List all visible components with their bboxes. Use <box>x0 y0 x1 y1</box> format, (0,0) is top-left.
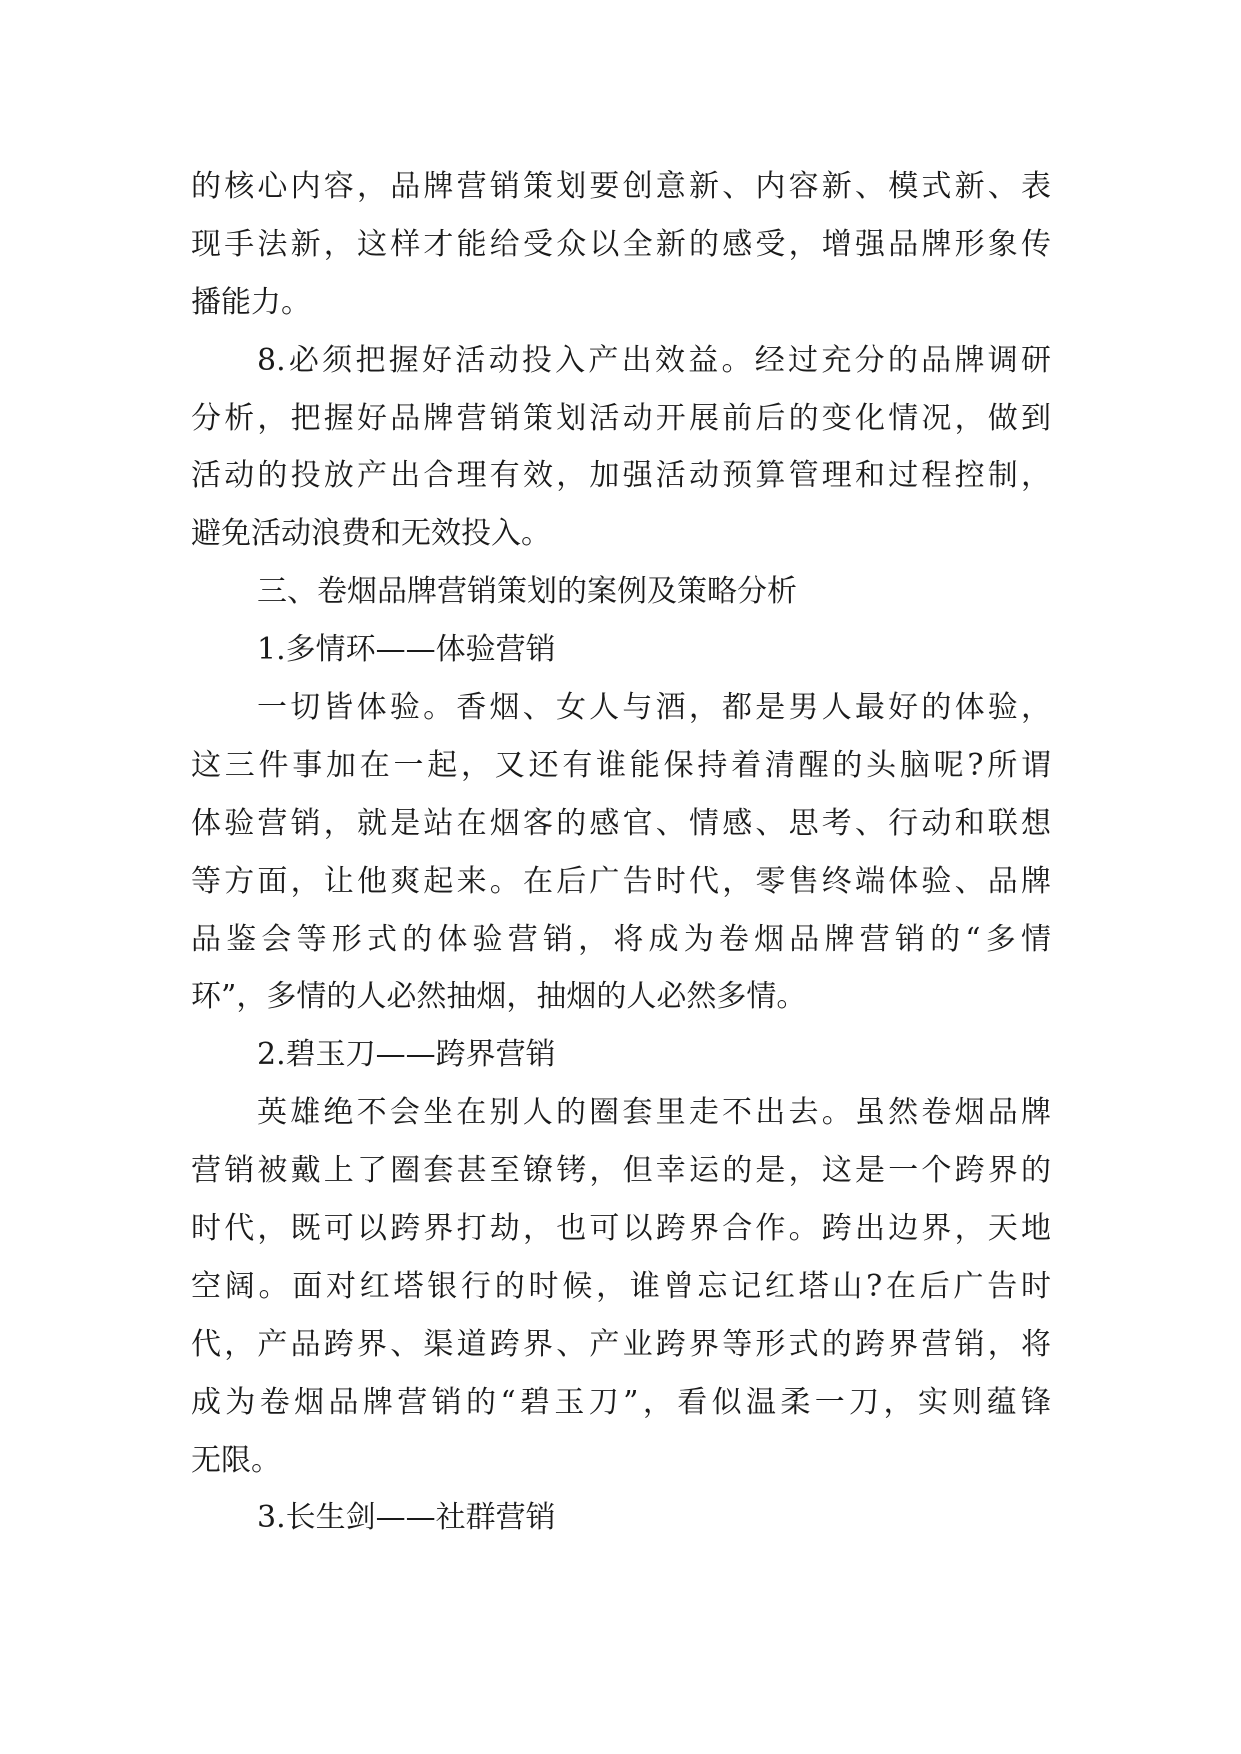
text-line: 成为卷烟品牌营销的“碧玉刀”，看似温柔一刀，实则蕴锋 <box>191 1384 1051 1420</box>
text-line: 这三件事加在一起，又还有谁能保持着清醒的头脑呢?所谓 <box>191 747 1051 783</box>
section-heading: 三、卷烟品牌营销策划的案例及策略分析 <box>257 574 797 610</box>
subsection-heading: 1.多情环——体验营销 <box>257 632 556 668</box>
text-line: 体验营销，就是站在烟客的感官、情感、思考、行动和联想 <box>191 805 1051 841</box>
paragraph-first-line: 一切皆体验。香烟、女人与酒，都是男人最好的体验， <box>257 690 1051 726</box>
text-line: 的核心内容，品牌营销策划要创意新、内容新、模式新、表 <box>191 169 1051 204</box>
text-line: 空阔。面对红塔银行的时候，谁曾忘记红塔山?在后广告时 <box>191 1268 1051 1304</box>
text-line: 避免活动浪费和无效投入。 <box>191 516 551 552</box>
text-line: 活动的投放产出合理有效，加强活动预算管理和过程控制， <box>191 458 1051 494</box>
text-line: 分析，把握好品牌营销策划活动开展前后的变化情况，做到 <box>191 400 1051 436</box>
text-line: 时代，既可以跨界打劫，也可以跨界合作。跨出边界，天地 <box>191 1211 1051 1247</box>
text-line: 品鉴会等形式的体验营销，将成为卷烟品牌营销的“多情 <box>191 921 1051 957</box>
text-line: 代，产品跨界、渠道跨界、产业跨界等形式的跨界营销，将 <box>191 1326 1051 1362</box>
subsection-heading: 2.碧玉刀——跨界营销 <box>257 1037 556 1073</box>
text-line: 播能力。 <box>191 284 311 320</box>
paragraph-first-line: 英雄绝不会坐在别人的圈套里走不出去。虽然卷烟品牌 <box>257 1095 1051 1131</box>
text-line: 环”，多情的人必然抽烟，抽烟的人必然多情。 <box>191 979 807 1015</box>
document-body <box>191 158 1051 1547</box>
text-line: 营销被戴上了圈套甚至镣铐，但幸运的是，这是一个跨界的 <box>191 1153 1051 1189</box>
text-line: 无限。 <box>191 1442 281 1478</box>
text-line: 等方面，让他爽起来。在后广告时代，零售终端体验、品牌 <box>191 863 1051 899</box>
paragraph-first-line: 8.必须把握好活动投入产出效益。经过充分的品牌调研 <box>257 342 1051 378</box>
subsection-heading: 3.长生剑——社群营销 <box>257 1500 556 1536</box>
text-line: 现手法新，这样才能给受众以全新的感受，增强品牌形象传 <box>191 226 1051 262</box>
